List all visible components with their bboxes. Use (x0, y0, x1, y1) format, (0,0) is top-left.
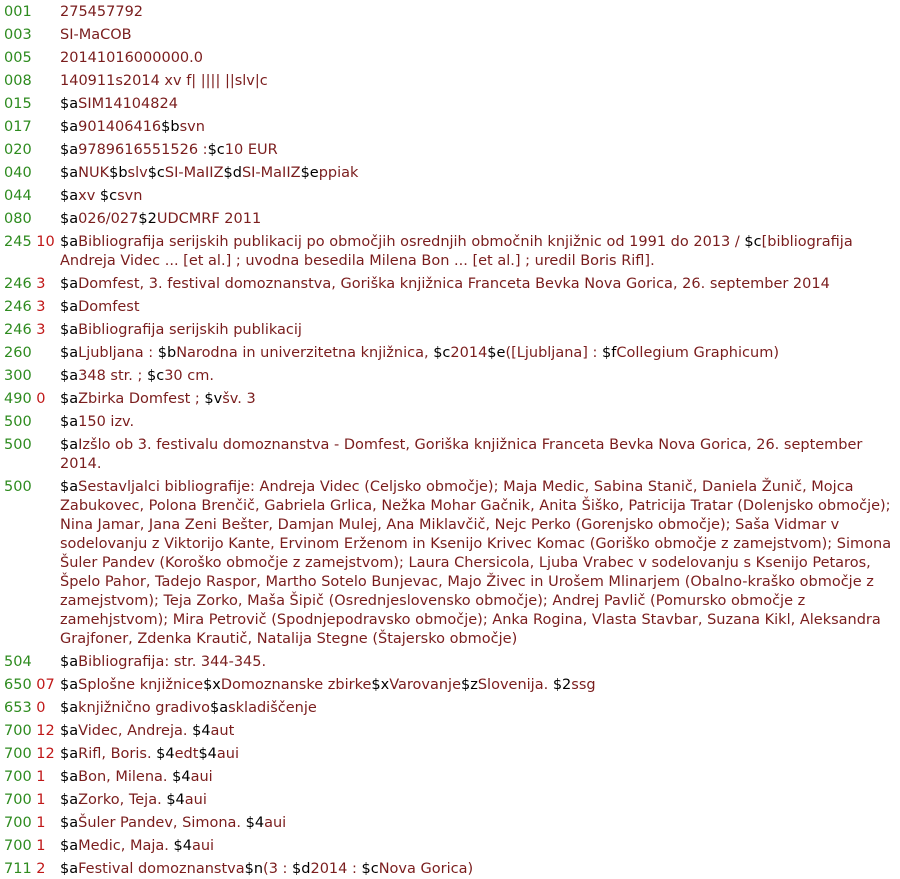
field-tag: 700 (4, 838, 32, 854)
subfield-code: $a (60, 96, 79, 112)
field-tag: 015 (4, 96, 32, 112)
field-tag: 008 (4, 73, 32, 89)
subfield-value: Nova Gorica) (378, 861, 474, 877)
field-tag: 490 (4, 391, 32, 407)
subfield-value: svn (117, 188, 143, 204)
subfield-code: $4 (173, 838, 192, 854)
field-content (60, 164, 900, 183)
field-tag: 700 (4, 792, 32, 808)
subfield-code: $e (487, 345, 506, 361)
field-content (60, 210, 900, 229)
field-indicators: 2 (36, 861, 46, 877)
field-content (60, 321, 900, 340)
subfield-value: 10 EUR (224, 142, 278, 158)
subfield-code: $c (147, 368, 165, 384)
subfield-value: Domfest, 3. festival domoznanstva, Goriška knjižnica Franceta Bevka Nova Gorica, 26. september 2014 (78, 276, 830, 292)
marc-field-row (0, 72, 900, 91)
subfield-value: SI-MaIIZ (164, 165, 224, 181)
field-tag: 300 (4, 368, 32, 384)
marc-field-row (0, 699, 900, 718)
subfield-code: $a (60, 345, 79, 361)
marc-field-row (0, 95, 900, 114)
subfield-value: šv. 3 (222, 391, 256, 407)
field-content (60, 141, 900, 160)
subfield-code: $4 (245, 815, 265, 831)
subfield-code: $a (60, 437, 79, 453)
marc-field-row (0, 814, 900, 833)
field-tag: 044 (4, 188, 32, 204)
field-tag-cell (0, 367, 60, 386)
subfield-code: $b (157, 345, 177, 361)
field-tag-cell (0, 141, 60, 160)
subfield-code: $n (244, 861, 264, 877)
field-tag: 246 (4, 276, 32, 292)
marc-field-row (0, 210, 900, 229)
subfield-code: $a (60, 142, 79, 158)
subfield-value: aui (191, 838, 215, 854)
subfield-value: Splošne knjižnice (78, 677, 204, 693)
subfield-value: slv (127, 165, 148, 181)
field-content (60, 413, 900, 432)
subfield-code: $4 (156, 746, 175, 762)
marc-field-row (0, 390, 900, 409)
subfield-value: Domoznanske zbirke (220, 677, 372, 693)
subfield-value: Festival domoznanstva (78, 861, 245, 877)
marc-field-row (0, 768, 900, 787)
subfield-code: $a (60, 368, 79, 384)
field-content (60, 745, 900, 764)
subfield-code: $e (300, 165, 319, 181)
subfield-code: $a (60, 119, 79, 135)
marc-field-row (0, 141, 900, 160)
subfield-value: knjižnično gradivo (78, 700, 210, 716)
subfield-value: svn (179, 119, 205, 135)
subfield-value: [bibliografija Andreja Videc ... [et al.] ; uvodna besedila Milena Bon ... [et al.] ; uredil Boris Rifl]. (60, 234, 853, 269)
subfield-code: $a (60, 479, 79, 495)
subfield-value: ppiak (318, 165, 359, 181)
subfield-code: $f (602, 345, 617, 361)
field-indicators: 1 (36, 769, 46, 785)
subfield-value: Narodna in univerzitetna knjižnica, (176, 345, 434, 361)
field-content (60, 95, 900, 114)
field-tag-cell (0, 26, 60, 45)
subfield-value: Collegium Graphicum) (616, 345, 779, 361)
subfield-code: $a (60, 234, 79, 250)
field-content (60, 26, 900, 45)
subfield-value: Izšlo ob 3. festivalu domoznanstva - Domfest, Goriška knjižnica Franceta Bevka Nova Gorica, 26. september 2014. (60, 437, 863, 472)
subfield-value: ssg (571, 677, 596, 693)
marc-field-row (0, 676, 900, 695)
marc-field-row (0, 118, 900, 137)
field-tag: 245 (4, 234, 32, 250)
marc-field-row (0, 187, 900, 206)
subfield-code: $a (60, 276, 79, 292)
marc-field-row (0, 298, 900, 317)
field-tag-cell (0, 298, 60, 317)
subfield-code: $a (60, 322, 79, 338)
field-tag: 005 (4, 50, 32, 66)
subfield-code: $4 (166, 792, 185, 808)
marc-field-row (0, 722, 900, 741)
field-content (60, 367, 900, 386)
subfield-code: $c (433, 345, 451, 361)
subfield-value: aut (210, 723, 235, 739)
subfield-code: $v (204, 391, 223, 407)
subfield-value: 275457792 (60, 4, 144, 20)
marc-field-row (0, 837, 900, 856)
marc-field-row (0, 275, 900, 294)
marc-field-row (0, 26, 900, 45)
subfield-code: $z (461, 677, 478, 693)
field-indicators: 1 (36, 838, 46, 854)
subfield-value: ([Ljubljana] : (505, 345, 603, 361)
field-content (60, 699, 900, 718)
field-tag-cell (0, 676, 60, 695)
field-tag: 260 (4, 345, 32, 361)
field-indicators: 0 (36, 391, 46, 407)
marc-field-row (0, 478, 900, 649)
subfield-value: Domfest (78, 299, 140, 315)
field-tag-cell (0, 3, 60, 22)
field-content (60, 3, 900, 22)
subfield-value: edt (174, 746, 199, 762)
field-tag-cell (0, 699, 60, 718)
subfield-value: skladiščenje (228, 700, 317, 716)
marc-field-row (0, 164, 900, 183)
subfield-code: $c (744, 234, 762, 250)
field-content (60, 653, 900, 672)
marc-field-row (0, 436, 900, 474)
field-tag-cell (0, 791, 60, 810)
field-indicators: 0 (36, 700, 46, 716)
field-tag: 500 (4, 414, 32, 430)
field-tag: 711 (4, 861, 32, 877)
subfield-code: $b (109, 165, 128, 181)
subfield-code: $a (60, 792, 79, 808)
field-content (60, 344, 900, 363)
subfield-value: 2014 (450, 345, 488, 361)
subfield-code: $d (223, 165, 242, 181)
field-tag-cell (0, 49, 60, 68)
field-indicators: 12 (36, 746, 55, 762)
field-content (60, 390, 900, 409)
field-tag-cell (0, 118, 60, 137)
subfield-value: Varovanje (389, 677, 461, 693)
field-indicators: 10 (36, 234, 55, 250)
field-content (60, 72, 900, 91)
field-tag-cell (0, 233, 60, 252)
subfield-value: 026/027 (78, 211, 139, 227)
subfield-code: $2 (138, 211, 157, 227)
field-tag-cell (0, 72, 60, 91)
subfield-code: $4 (192, 723, 211, 739)
field-tag: 700 (4, 723, 32, 739)
field-tag: 700 (4, 769, 32, 785)
subfield-value: 348 str. ; (78, 368, 147, 384)
subfield-value: 30 cm. (164, 368, 214, 384)
subfield-code: $a (60, 165, 79, 181)
subfield-code: $a (60, 723, 79, 739)
subfield-value: Zorko, Teja. (78, 792, 167, 808)
subfield-value: Videc, Andreja. (78, 723, 193, 739)
subfield-value: Sestavljalci bibliografije: Andreja Videc (Celjsko območje); Maja Medic, Sabina Stanič, Daniela Žunič, Mojca Zabukovec, Polona Brenčič, Gabriela Grlica, Nežka Mohar Gačnik, Anita Šiško, Patricija Tratar (Dolenjsko območje); Nina Jamar, Jana Zeni Bešter, Damjan Mulej, Ana Miklavčič, Nejc Perko (Gorenjsko območje); Saša Vidmar v sodelovanju z Viktorijo Kante, Ervinom Erženom in Ksenijo Krivec Komac (Goriško območje z zamejstvom); Simona Šuler Pandev (Koroško območje z zamejstvom); Laura Chersicola, Ljuba Vrabec v sodelovanju s Ksenijo Petaros, Špelo Pahor, Tadejo Raspor, Martho Sotelo Bunjevac, Majo Živec in Urošem Mlinarjem (Obalno-kraško območje z zamejstvom); Teja Zorko, Maša Šipič (Osrednjeslovensko območje); Andrej Pavlič (Pomursko območje z zamehjstvom); Mira Petrovič (Spodnjepodravsko območje); Anka Rogina, Vlasta Stavbar, Suzana Kikl, Aleksandra Grajfoner, Zdenka Krautič, Natalija Stegne (Štajersko območje) (60, 479, 892, 647)
subfield-value: 140911s2014 xv f| |||| ||slv|c (60, 73, 268, 89)
field-indicators: 3 (36, 276, 46, 292)
subfield-value: Šuler Pandev, Simona. (78, 815, 246, 831)
subfield-code: $a (60, 746, 79, 762)
field-tag-cell (0, 413, 60, 432)
subfield-code: $d (292, 861, 311, 877)
field-content (60, 676, 900, 695)
subfield-code: $a (60, 769, 79, 785)
subfield-code: $x (203, 677, 221, 693)
subfield-value: SI-MaCOB (60, 27, 132, 43)
subfield-value: aui (216, 746, 239, 762)
field-tag: 003 (4, 27, 32, 43)
subfield-value: SIM14104824 (78, 96, 178, 112)
field-content (60, 298, 900, 317)
field-content (60, 722, 900, 741)
field-indicators: 1 (36, 792, 46, 808)
field-tag: 001 (4, 4, 32, 20)
subfield-value: Bibliografija: str. 344-345. (78, 654, 267, 670)
subfield-value: UDCMRF 2011 (156, 211, 262, 227)
marc-field-row (0, 344, 900, 363)
subfield-value: Bibliografija serijskih publikacij po območjih osrednjih območnih knjižnic od 1991 do 2013 / (78, 234, 745, 250)
field-content (60, 118, 900, 137)
subfield-code: $a (60, 391, 79, 407)
field-tag-cell (0, 390, 60, 409)
marc-field-row (0, 49, 900, 68)
field-content (60, 478, 900, 649)
subfield-code: $a (60, 861, 79, 877)
field-tag: 700 (4, 746, 32, 762)
subfield-code: $a (60, 700, 79, 716)
marc-field-row (0, 653, 900, 672)
subfield-value: NUK (78, 165, 110, 181)
field-tag: 020 (4, 142, 32, 158)
subfield-value: Bon, Milena. (78, 769, 173, 785)
field-tag-cell (0, 95, 60, 114)
subfield-code: $c (99, 188, 118, 204)
subfield-code: $a (60, 414, 79, 430)
subfield-code: $x (371, 677, 390, 693)
subfield-value: (3 : (263, 861, 293, 877)
subfield-code: $b (161, 119, 180, 135)
subfield-code: $a (60, 815, 79, 831)
marc-field-row (0, 745, 900, 764)
field-tag-cell (0, 653, 60, 672)
subfield-value: 901406416 (78, 119, 162, 135)
field-tag-cell (0, 164, 60, 183)
subfield-code: $a (60, 299, 79, 315)
field-content (60, 768, 900, 787)
field-content (60, 837, 900, 856)
field-tag-cell (0, 837, 60, 856)
subfield-code: $c (207, 142, 225, 158)
subfield-value: Rifl, Boris. (78, 746, 157, 762)
field-indicators: 12 (36, 723, 55, 739)
subfield-value: Ljubljana : (78, 345, 158, 361)
field-content (60, 275, 900, 294)
marc-field-row (0, 321, 900, 340)
marc-field-row (0, 3, 900, 22)
subfield-value: Zbirka Domfest ; (78, 391, 205, 407)
subfield-code: $4 (172, 769, 191, 785)
field-tag-cell (0, 768, 60, 787)
field-content (60, 49, 900, 68)
field-tag-cell (0, 745, 60, 764)
field-content (60, 814, 900, 833)
field-content (60, 791, 900, 810)
field-tag: 246 (4, 299, 32, 315)
field-tag-cell (0, 321, 60, 340)
subfield-code: $a (209, 700, 229, 716)
subfield-code: $a (60, 677, 79, 693)
field-tag-cell (0, 344, 60, 363)
marc-field-row (0, 233, 900, 271)
subfield-value: aui (190, 769, 213, 785)
field-tag-cell (0, 187, 60, 206)
subfield-value: Medic, Maja. (78, 838, 174, 854)
marc-field-row (0, 367, 900, 386)
field-indicators: 1 (36, 815, 46, 831)
subfield-code: $c (147, 165, 165, 181)
field-tag-cell (0, 210, 60, 229)
field-content (60, 436, 900, 474)
field-tag: 653 (4, 700, 32, 716)
field-tag-cell (0, 814, 60, 833)
subfield-code: $a (60, 211, 79, 227)
subfield-value: 150 izv. (78, 414, 135, 430)
field-tag: 040 (4, 165, 32, 181)
field-tag: 246 (4, 322, 32, 338)
subfield-value: 2014 : (310, 861, 362, 877)
subfield-code: $a (60, 188, 79, 204)
field-tag: 500 (4, 437, 32, 453)
field-tag: 500 (4, 479, 32, 495)
field-tag-cell (0, 478, 60, 497)
subfield-code: $c (361, 861, 379, 877)
subfield-code: $a (60, 838, 79, 854)
field-indicators: 07 (36, 677, 55, 693)
subfield-value: aui (264, 815, 287, 831)
subfield-code: $4 (198, 746, 217, 762)
field-indicators: 3 (36, 299, 46, 315)
subfield-value: aui (184, 792, 207, 808)
field-tag: 080 (4, 211, 32, 227)
subfield-code: $2 (552, 677, 572, 693)
field-tag: 700 (4, 815, 32, 831)
field-tag: 650 (4, 677, 32, 693)
subfield-value: Slovenija. (477, 677, 553, 693)
field-tag-cell (0, 436, 60, 455)
field-tag: 504 (4, 654, 32, 670)
field-indicators: 3 (36, 322, 46, 338)
field-content (60, 233, 900, 271)
subfield-value: xv (78, 188, 100, 204)
subfield-value: SI-MaIIZ (241, 165, 301, 181)
subfield-value: 9789616551526 : (78, 142, 208, 158)
field-content (60, 187, 900, 206)
marc-field-row (0, 791, 900, 810)
subfield-code: $a (60, 654, 79, 670)
subfield-value: 20141016000000.0 (60, 50, 203, 66)
field-tag: 017 (4, 119, 32, 135)
field-tag-cell (0, 722, 60, 741)
marc-field-row (0, 413, 900, 432)
subfield-value: Bibliografija serijskih publikacij (78, 322, 302, 338)
field-tag-cell (0, 275, 60, 294)
